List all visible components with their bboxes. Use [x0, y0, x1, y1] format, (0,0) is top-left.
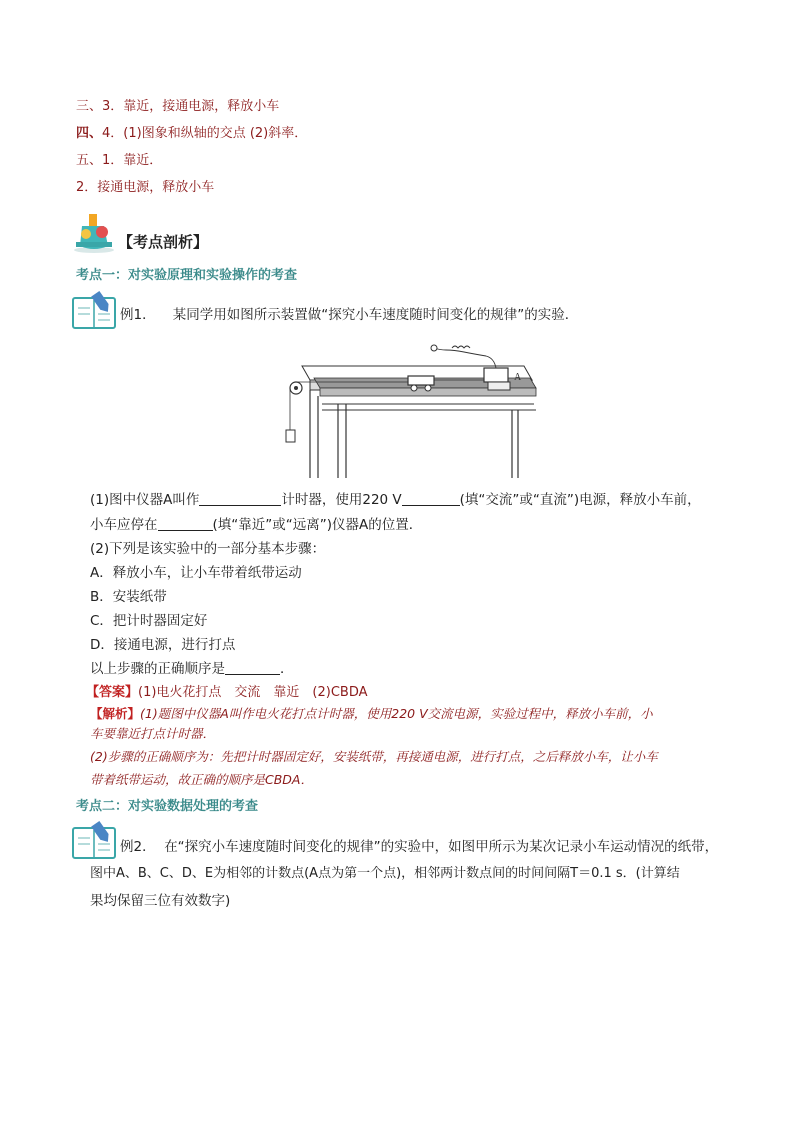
example-2-line-2: 图中A、B、C、D、E为相邻的计数点(A点为第一个点)，相邻两计数点间的时间间隔T＝0.1 s．(计算结 — [90, 866, 680, 881]
example-1-stem: 例1． 某同学用如图所示装置做“探究小车速度随时间变化的规律”的实验． — [120, 307, 579, 323]
blank-3[interactable] — [158, 517, 213, 531]
answer-line-3: 三、3．靠近，接通电源，释放小车 — [76, 99, 280, 114]
example-1-question-1: (1)图中仪器A叫作 计时器，使用220 V (填“交流”或“直流”)电源，释放小车前， — [90, 492, 701, 508]
blank-4[interactable] — [225, 661, 280, 675]
topic-2-heading: 考点二：对实验数据处理的考查 — [76, 799, 259, 814]
example-2-line-1: 例2． 在“探究小车速度随时间变化的规律”的实验中，如图甲所示为某次记录小车运动情况的纸带， — [120, 839, 719, 855]
book-pencil-icon — [72, 820, 118, 860]
example-2-line-3: 果均保留三位有效数字) — [90, 893, 231, 909]
book-pencil-icon — [72, 290, 118, 330]
option-a: A．释放小车，让小车带着纸带运动 — [90, 565, 302, 581]
topic-1-heading: 考点一：对实验原理和实验操作的考查 — [76, 268, 298, 283]
analysis-line-4: 带着纸带运动，故正确的顺序是CBDA． — [90, 772, 313, 787]
figure-label-a: A — [514, 372, 522, 383]
example-1-question-1-cont: 小车应停在 (填“靠近”或“远离”)仪器A的位置． — [90, 517, 423, 533]
flask-icon — [72, 212, 116, 254]
answer-line-5-2: 2．接通电源，释放小车 — [76, 180, 215, 195]
option-c: C．把计时器固定好 — [90, 613, 208, 629]
analysis-line-2: 车要靠近打点计时器． — [90, 726, 216, 741]
answer-line-5: 五、1．靠近． — [76, 153, 163, 168]
analysis-line-3: (2)步骤的正确顺序为：先把计时器固定好，安装纸带，再接通电源，进行打点，之后释放小车，让小车 — [90, 749, 658, 764]
example-1-question-2: (2)下列是该实验中的一部分基本步骤： — [90, 541, 326, 557]
blank-1[interactable] — [199, 492, 281, 506]
answer-line-4: 四、4．(1)图象和纵轴的交点 (2)斜率． — [76, 126, 308, 141]
apparatus-figure — [274, 338, 546, 480]
blank-2[interactable] — [402, 492, 460, 506]
section-title: 【考点剖析】 — [118, 233, 209, 251]
option-d: D．接通电源，进行打点 — [90, 637, 236, 653]
order-question: 以上步骤的正确顺序是 ． — [90, 661, 294, 677]
analysis-line-1: 【解析】(1)题图中仪器A叫作电火花打点计时器，使用220 V交流电源，实验过程中，释放小车前，小 — [90, 706, 653, 721]
option-b: B．安装纸带 — [90, 589, 167, 605]
answer-block: 【答案】(1)电火花打点 交流 靠近 (2)CBDA — [86, 685, 368, 700]
